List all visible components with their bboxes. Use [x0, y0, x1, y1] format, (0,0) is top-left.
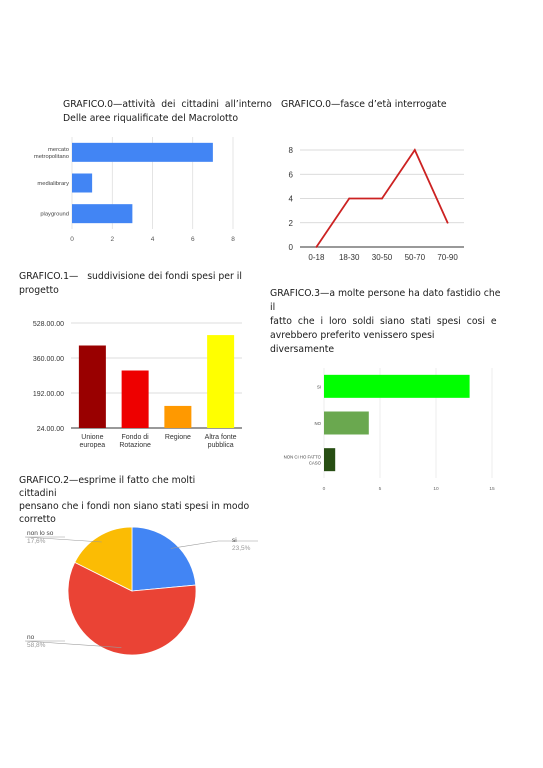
y-tick-label: 6 — [288, 170, 293, 180]
y-tick-label: 24.00.00 — [36, 426, 64, 433]
activities-bar-chart — [0, 130, 260, 255]
heading-line: diversamente — [270, 344, 335, 355]
pie-slice — [132, 527, 196, 591]
x-tick-label: 10 — [433, 487, 439, 492]
category-label: medialibrary — [37, 181, 69, 187]
data-point — [348, 198, 350, 200]
bar — [207, 335, 234, 428]
funds-bar-chart — [0, 305, 265, 465]
bar — [324, 375, 470, 398]
slice-percent-label: 58,8% — [27, 642, 46, 649]
category-label: SI — [316, 384, 321, 390]
category-label: Fondo di — [121, 434, 149, 441]
category-label: Unione — [81, 434, 104, 441]
x-tick-label: 15 — [489, 487, 495, 492]
heading-line: progetto — [19, 285, 59, 296]
category-label: NON CI HO FATTO — [283, 454, 321, 460]
bar — [72, 143, 213, 162]
slice-label: si — [232, 537, 237, 544]
x-tick-label: 0-18 — [308, 253, 325, 262]
heading-line: GRAFICO.0—fasce d’età interrogate — [281, 99, 447, 110]
category-label: mercato — [48, 146, 69, 153]
data-point — [447, 222, 449, 224]
slice-label: non lo so — [27, 530, 54, 537]
x-tick-label: 0 — [70, 236, 74, 243]
heading-line: pensano che i fondi non siano stati spesi in modo — [19, 501, 250, 512]
age-groups-line-chart — [270, 135, 543, 270]
x-tick-label: 5 — [378, 487, 382, 492]
chart0-ages-heading — [281, 98, 511, 112]
heading-line: GRAFICO.2—esprime il fatto che molti — [19, 475, 196, 486]
data-point — [316, 246, 318, 248]
heading-line: GRAFICO.3—a molte persone ha dato fastidio che il — [270, 288, 501, 313]
x-tick-label: 30-50 — [371, 253, 393, 262]
x-tick-label: 0 — [322, 487, 326, 492]
bar — [164, 406, 191, 428]
data-point — [381, 198, 383, 200]
slice-percent-label: 17,6% — [27, 538, 46, 545]
chart1-funds-heading — [19, 270, 259, 298]
heading-line: fatto che i loro soldi siano stati spesi cosi e — [270, 316, 497, 327]
slice-percent-label: 23,5% — [232, 545, 251, 552]
category-label: pubblica — [207, 442, 234, 449]
data-point — [414, 149, 416, 151]
heading-line: corretto — [19, 514, 56, 525]
x-tick-label: 6 — [190, 236, 195, 243]
bar — [324, 412, 369, 435]
y-tick-label: 8 — [288, 146, 293, 155]
heading-line: GRAFICO.1— suddivisione dei fondi spesi per il — [19, 271, 242, 282]
category-label: Rotazione — [119, 442, 151, 449]
category-label: playground — [40, 211, 69, 218]
y-tick-label: 0 — [288, 243, 293, 252]
x-tick-label: 70-90 — [437, 253, 458, 262]
x-tick-label: 18-30 — [338, 253, 360, 262]
y-tick-label: 360.00.00 — [32, 356, 64, 363]
annoyance-bar-chart — [270, 360, 543, 500]
chart0-activities-heading — [63, 98, 272, 126]
y-tick-label: 192.00.00 — [32, 391, 64, 398]
category-label: NO — [314, 421, 321, 426]
bar — [122, 371, 149, 429]
heading-line: cittadini — [19, 488, 57, 499]
slice-label: no — [27, 634, 35, 641]
heading-line: avrebbero preferito venissero spesi — [270, 330, 435, 341]
category-label: Regione — [164, 434, 191, 441]
opinion-pie-chart — [0, 515, 275, 665]
category-label: Altra fonte — [204, 434, 237, 441]
bar — [324, 448, 335, 471]
category-label: CASO — [308, 460, 321, 466]
heading-line: Delle aree riqualificate del Macrolotto — [63, 113, 239, 124]
x-tick-label: 50-70 — [404, 253, 426, 262]
heading-line: GRAFICO.0—attività dei cittadini all’interno — [63, 99, 272, 110]
y-tick-label: 2 — [288, 218, 293, 228]
category-label: metropolitano — [33, 153, 69, 160]
x-tick-label: 8 — [231, 236, 235, 243]
bar — [72, 174, 92, 193]
y-tick-label: 528.00.00 — [32, 321, 64, 328]
bar — [79, 346, 106, 429]
x-tick-label: 4 — [150, 236, 155, 243]
chart3-annoyance-heading — [270, 287, 502, 357]
y-tick-label: 4 — [288, 194, 293, 204]
x-tick-label: 2 — [110, 236, 115, 243]
bar — [72, 204, 132, 223]
category-label: europea — [79, 442, 106, 449]
